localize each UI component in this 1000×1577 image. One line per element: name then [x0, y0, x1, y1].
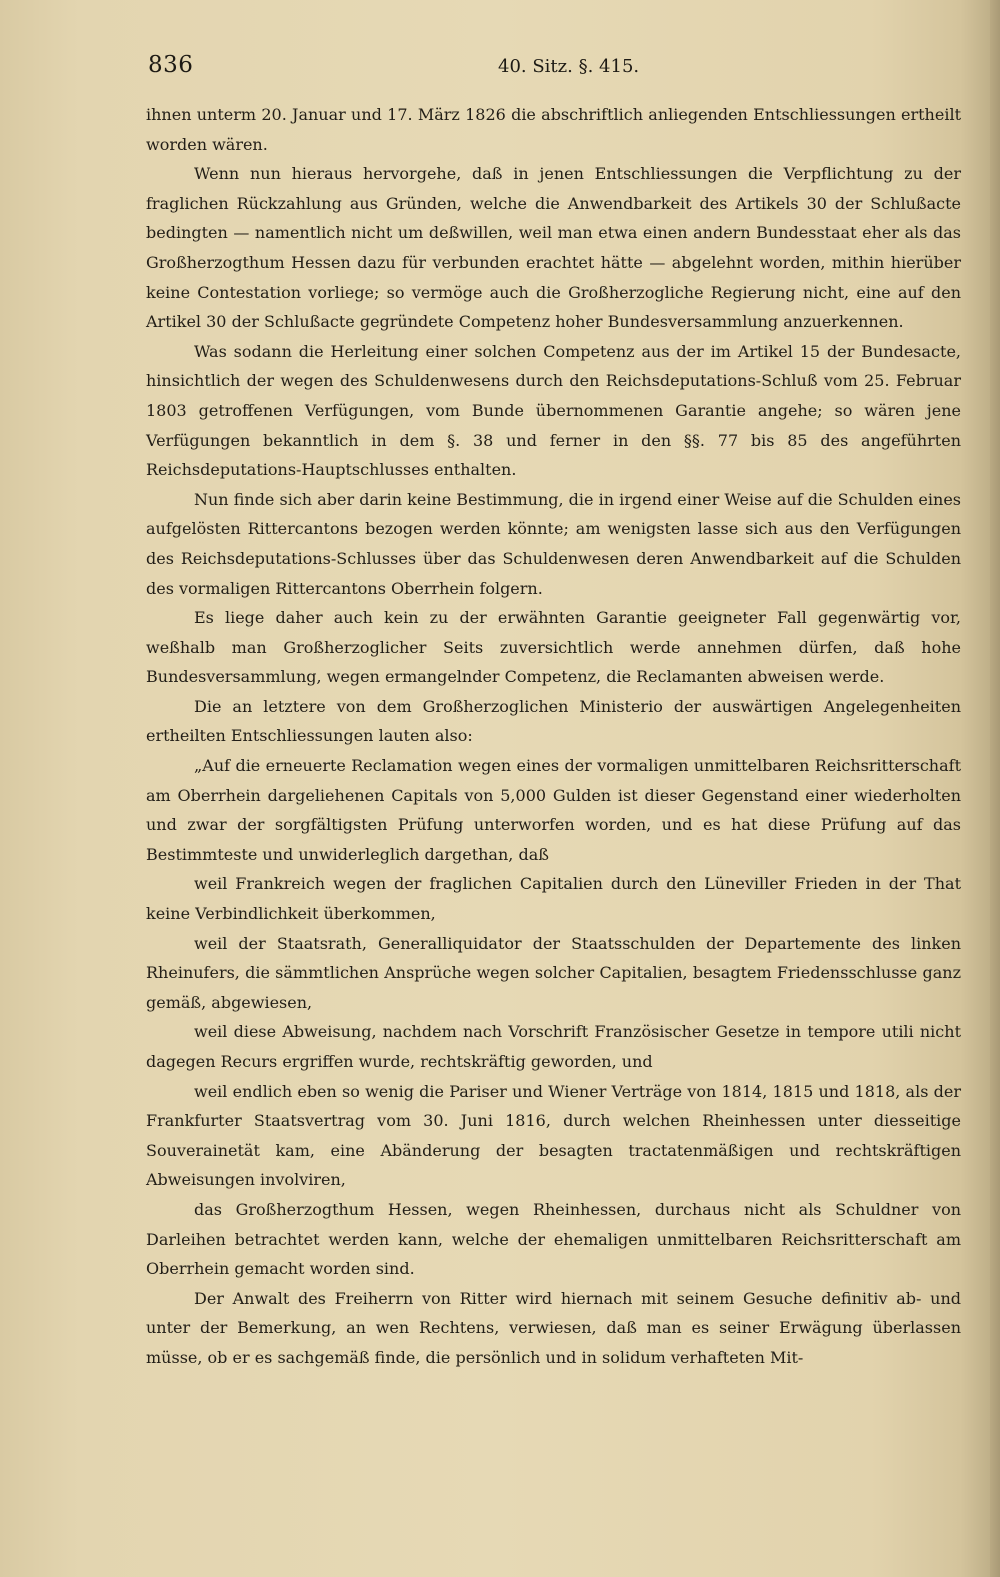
body-text [146, 100, 961, 1373]
paragraph: Was sodann die Herleitung einer solchen Competenz aus der im Artikel 15 der Bundesacte, hinsichtlich der wegen des Schuldenwesens durch den Reichsdeputations-Schluß vom 25. Februar 1803 getroffenen Verfügungen, vom Bunde übernommenen Garantie angehe; so wären jene Verfügungen bekanntlich in dem §. 38 und ferner in den §§. 77 bis 85 des angeführten Reichsdeputations-Hauptschlusses enthalten. [146, 341, 961, 480]
clause-item: weil diese Abweisung, nachdem nach Vorschrift Französischer Gesetze in tempore utili nicht dagegen Recurs ergriffen wurde, rechtskräftig geworden, und [146, 1022, 961, 1071]
clause-conclusion: das Großherzogthum Hessen, wegen Rheinhessen, durchaus nicht als Schuldner von Darleihen betrachtet werden kann, welche der ehemaligen unmittelbaren Reichsritterschaft am Oberrhein gemacht worden sind. [146, 1199, 961, 1279]
page-header [140, 52, 960, 92]
page-number: 836 [148, 52, 194, 78]
clause-item: weil endlich eben so wenig die Pariser und Wiener Verträge von 1814, 1815 und 1818, als der Frankfurter Staatsvertrag vom 30. Juni 1816, durch welchen Rheinhessen unter diesseitige Souverainetät kam, eine Abänderung der besagten tractatenmäßigen und rechtskräftigen Abweisungen involviren, [146, 1081, 961, 1190]
page-edge [990, 0, 1000, 1577]
running-head: 40. Sitz. §. 415. [498, 56, 640, 77]
quoted-paragraph: „Auf die erneuerte Reclamation wegen eines der vormaligen unmittelbaren Reichsritterschaft am Oberrhein dargeliehenen Capitals von 5,000 Gulden ist dieser Gegenstand einer wiederholten und zwar der sorgfältigsten Prüfung unterworfen worden, und es hat diese Prüfung auf das Bestimmteste und unwiderleglich dargethan, daß [146, 756, 961, 864]
paragraph: Nun finde sich aber darin keine Bestimmung, die in irgend einer Weise auf die Schulden eines aufgelösten Rittercantons bezogen werden könnte; am wenigsten lasse sich aus den Verfügungen des Reichsdeputations-Schlusses über das Schuldenwesen deren Anwendbarkeit auf die Schulden des vormaligen Rittercantons Oberrhein folgern. [146, 489, 961, 598]
paragraph: Die an letztere von dem Großherzoglichen Ministerio der auswärtigen Angelegenheiten ertheilten Entschliessungen lauten also: [146, 696, 961, 746]
clause-item: weil Frankreich wegen der fraglichen Capitalien durch den Lüneviller Frieden in der That keine Verbindlichkeit überkommen, [146, 874, 961, 924]
clause-item: weil der Staatsrath, Generalliquidator der Staatsschulden der Departemente des linken Rheinufers, die sämmtlichen Ansprüche wegen solcher Capitalien, besagtem Friedensschlusse ganz gemäß, abgewiesen, [146, 933, 961, 1012]
paragraph: Wenn nun hieraus hervorgehe, daß in jenen Entschliessungen die Verpflichtung zu der fraglichen Rückzahlung aus Gründen, welche die Anwendbarkeit des Artikels 30 der Schlußacte bedingten — namentlich nicht um deßwillen, weil man etwa einen andern Bundesstaat eher als das Großherzogthum Hessen dazu für verbunden erachtet hätte — abgelehnt worden, mithin hierüber keine Contestation vorliege; so vermöge auch die Großherzogliche Regierung nicht, eine auf den Artikel 30 der Schlußacte gegründete Competenz hoher Bundesversammlung anzuerkennen. [146, 164, 961, 332]
paragraph-continuation: ihnen unterm 20. Januar und 17. März 1826 die abschriftlich anliegenden Entschliessungen ertheilt worden wären. [146, 105, 961, 154]
paragraph: Es liege daher auch kein zu der erwähnten Garantie geeigneter Fall gegenwärtig vor, weßhalb man Großherzoglicher Seits zuversichtlich werde annehmen dürfen, daß hohe Bundesversammlung, wegen ermangelnder Competenz, die Reclamanten abweisen werde. [146, 608, 961, 687]
paragraph: Der Anwalt des Freiherrn von Ritter wird hiernach mit seinem Gesuche definitiv ab- und unter der Bemerkung, an wen Rechtens, verwiesen, daß man es seiner Erwägung überlassen müsse, ob er es sachgemäß finde, die persönlich und in solidum verhafteten Mit- [146, 1288, 961, 1367]
